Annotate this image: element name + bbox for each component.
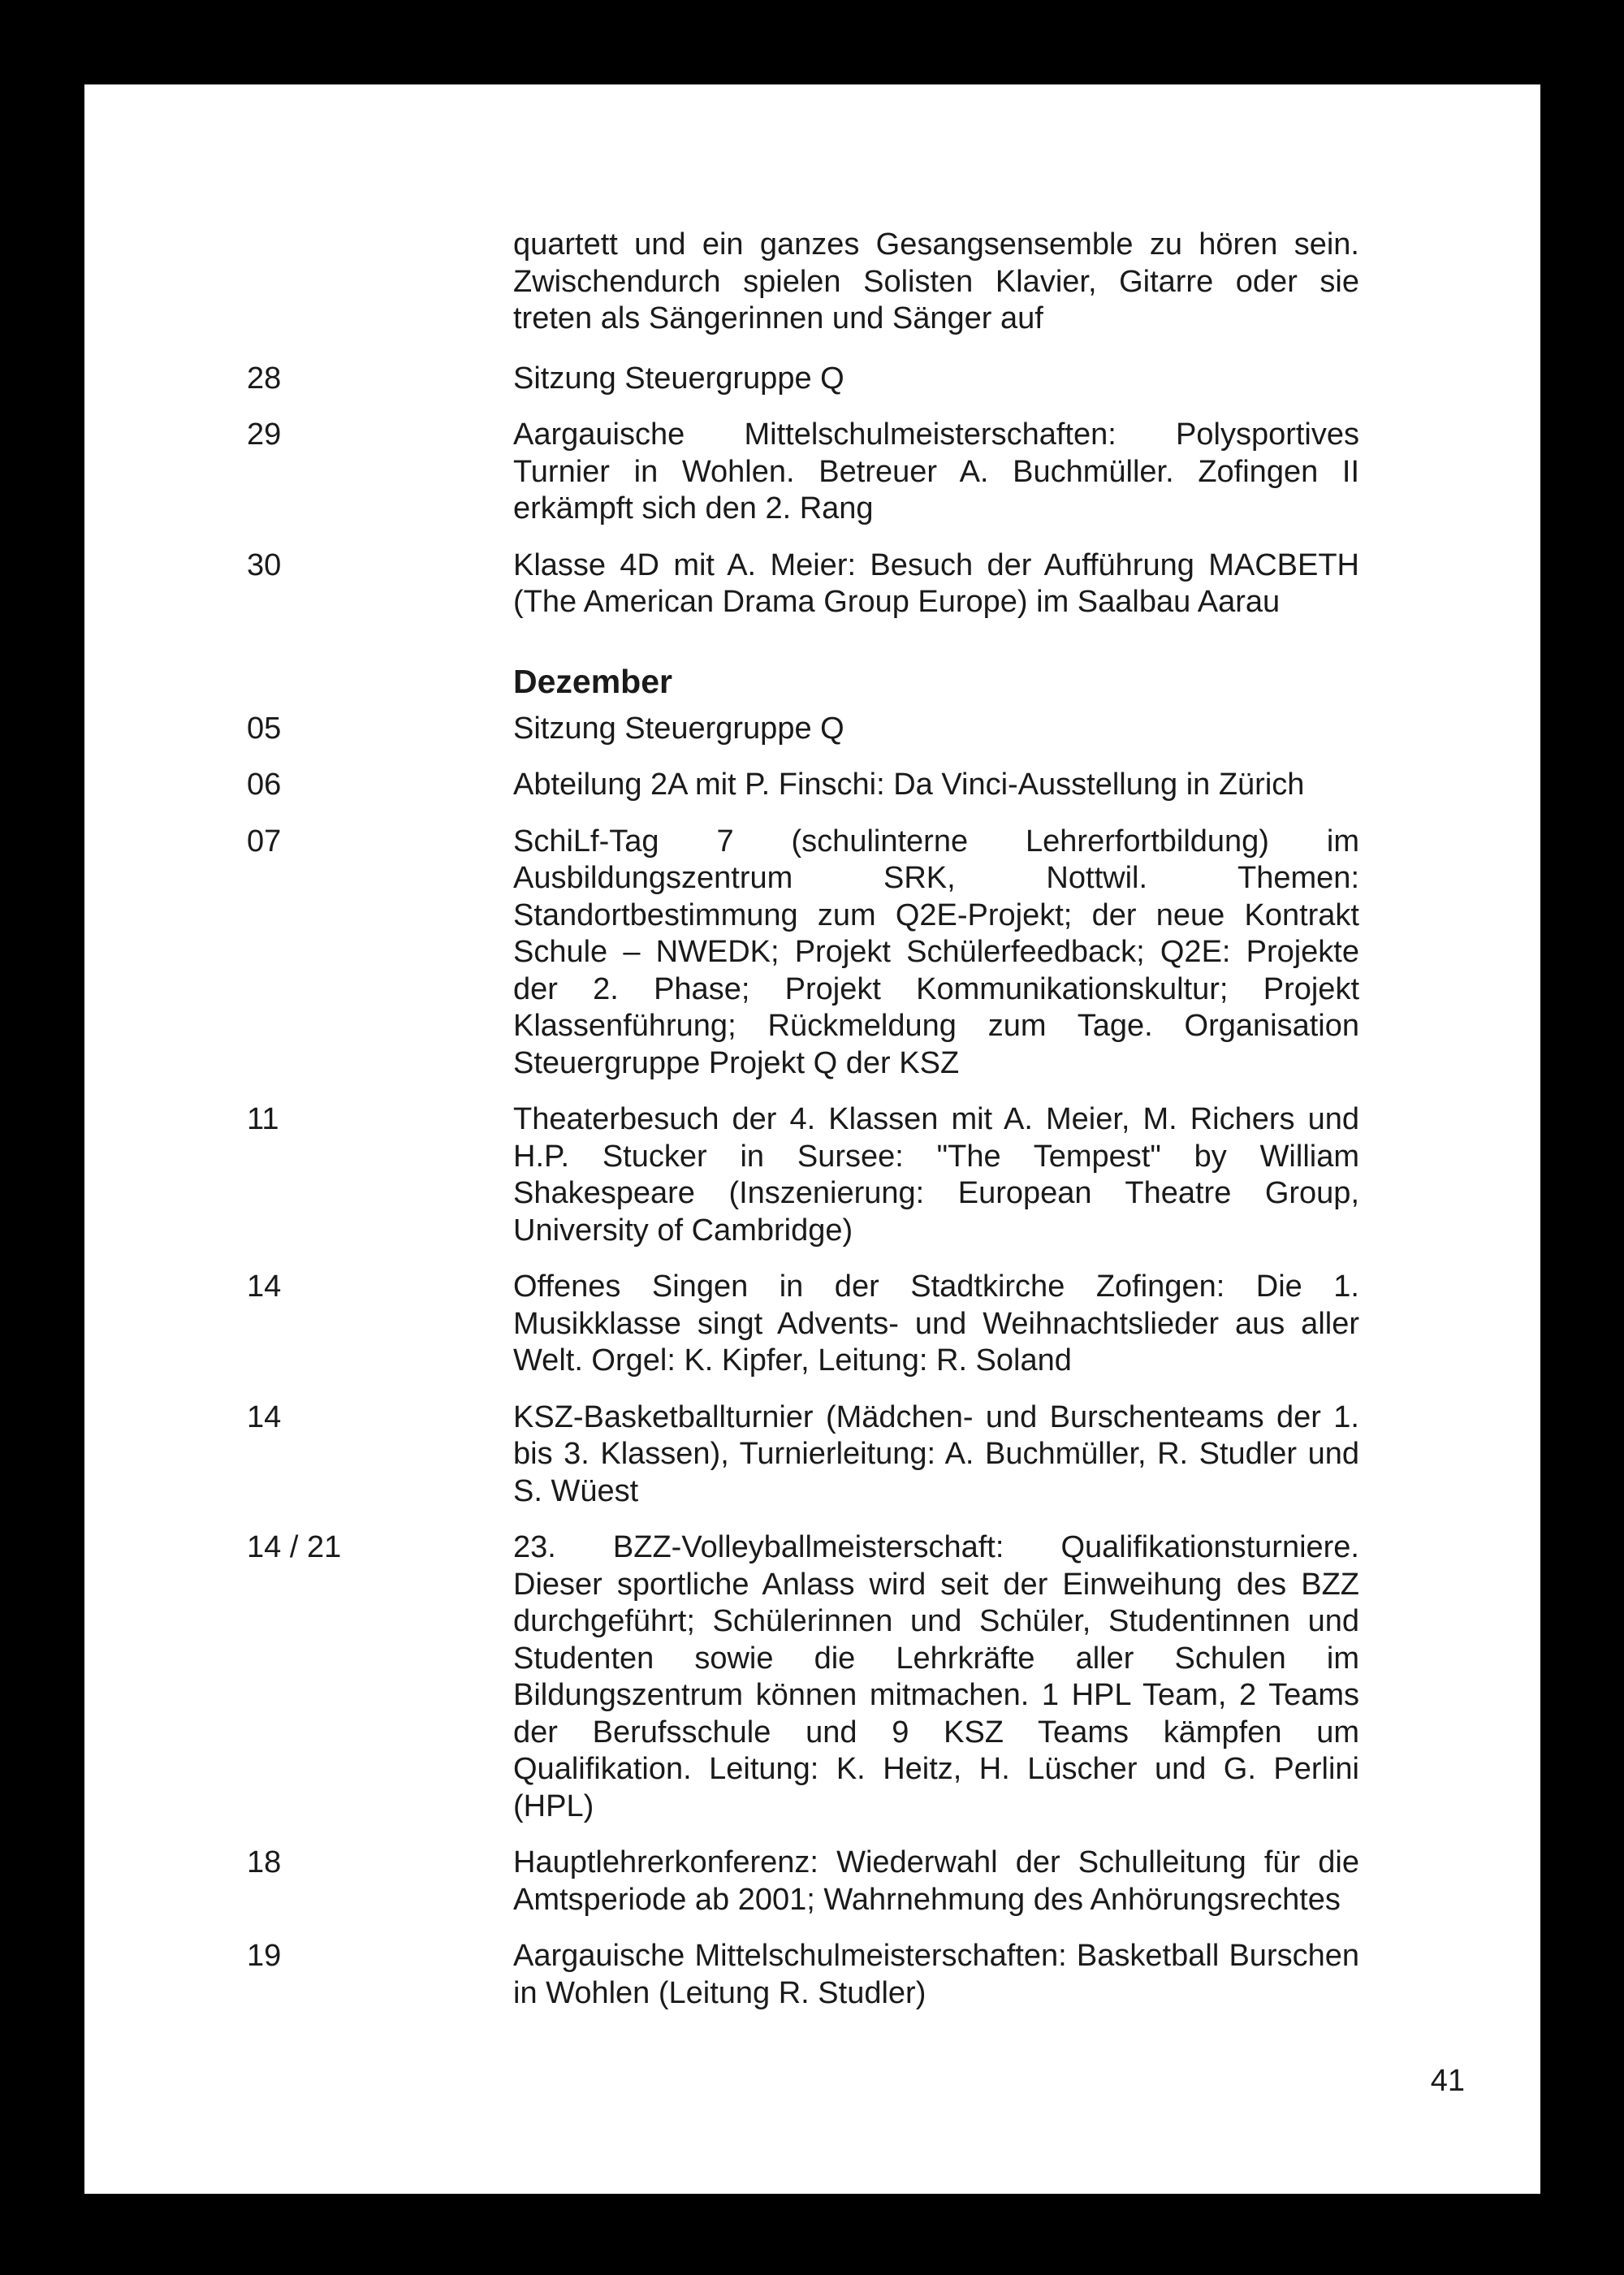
entry-text: Aargauische Mittelschulmeisterschaften: Polysportives Turnier in Wohlen. Betreuer A. Buchmüller. Zofingen II erkämpft sich den 2. Rang <box>513 417 1359 525</box>
entry-text: Sitzung Steuergruppe Q <box>513 361 844 396</box>
entry-date <box>247 227 513 338</box>
entry-row <box>247 1399 1466 1511</box>
entry-row <box>247 711 1466 748</box>
entry-date: 14 <box>247 1399 282 1434</box>
intro-row <box>247 227 1466 338</box>
entry-text: Hauptlehrerkonferenz: Wiederwahl der Schulleitung für die Amtsperiode ab 2001; Wahrnehmung des Anhörungsrechtes <box>513 1845 1359 1917</box>
entry-date: 14 / 21 <box>247 1530 342 1564</box>
entry-text: KSZ-Basketballturnier (Mädchen- und Burschenteams der 1. bis 3. Klassen), Turnierleitung: A. Buchmüller, R. Studler und S. Wüest <box>513 1399 1359 1508</box>
entry-date: 18 <box>247 1845 282 1879</box>
entry-date: 19 <box>247 1939 282 1973</box>
entry-text: Offenes Singen in der Stadtkirche Zofingen: Die 1. Musikklasse singt Advents- und Weihnachtslieder aus aller Welt. Orgel: K. Kipfer, Leitung: R. Soland <box>513 1269 1359 1378</box>
intro-text: quartett und ein ganzes Gesangsensemble zu hören sein. Zwischendurch spielen Solisten Klavier, Gitarre oder sie treten als Sängerinnen und Sänger auf <box>513 227 1359 335</box>
entry-row <box>247 1529 1466 1825</box>
entry-text: Aargauische Mittelschulmeisterschaften: Basketball Burschen in Wohlen (Leitung R. Studler) <box>513 1939 1359 2010</box>
entry-row <box>247 824 1466 1083</box>
chronicle-content <box>247 227 1466 2031</box>
page-number: 41 <box>1430 2064 1465 2098</box>
entry-row <box>247 361 1466 398</box>
entry-row <box>247 1101 1466 1249</box>
entry-text: Abteilung 2A mit P. Finschi: Da Vinci-Ausstellung in Zürich <box>513 768 1305 802</box>
entry-row <box>247 547 1466 621</box>
entry-row <box>247 417 1466 528</box>
entry-text: SchiLf-Tag 7 (schulinterne Lehrerfortbildung) im Ausbildungszentrum SRK, Nottwil. Themen: Standortbestimmung zum Q2E-Projekt; der neue Kontrakt Schule – NWEDK; Projekt Schülerfeedback; Q2E: Projekte der 2. Phase; Projekt Kommunikationskultur; Projekt Klassenführung; Rückmeldung zum Tage. Organisation Steuergruppe Projekt Q der KSZ <box>513 824 1359 1080</box>
entry-date: 06 <box>247 768 282 802</box>
entry-date: 30 <box>247 547 282 582</box>
month-heading-row <box>247 662 1466 701</box>
entry-row <box>247 1938 1466 2012</box>
month-heading: Dezember <box>513 662 672 700</box>
entry-date: 28 <box>247 361 282 396</box>
entry-text: Sitzung Steuergruppe Q <box>513 711 844 746</box>
entry-text: 23. BZZ-Volleyballmeisterschaft: Qualifikationsturniere. Dieser sportliche Anlass wird seit der Einweihung des BZZ durchgeführt; Schülerinnen und Schüler, Studentinnen und Studenten sowie die Lehrkräfte aller Schulen im Bildungszentrum können mitmachen. 1 HPL Team, 2 Teams der Berufsschule und 9 KSZ Teams kämpfen um Qualifikation. Leitung: K. Heitz, H. Lüscher und G. Perlini (HPL) <box>513 1530 1359 1823</box>
entry-row <box>247 767 1466 804</box>
entry-date: 05 <box>247 711 282 746</box>
entry-date: 29 <box>247 417 282 452</box>
entry-text: Theaterbesuch der 4. Klassen mit A. Meier, M. Richers und H.P. Stucker in Sursee: "The Tempest" by William Shakespeare (Inszenierung: European Theatre Group, University of Cambridge) <box>513 1102 1359 1248</box>
entry-date: 11 <box>247 1102 279 1136</box>
entry-date: 14 <box>247 1269 282 1304</box>
entry-row <box>247 1269 1466 1380</box>
entry-date: 07 <box>247 824 282 859</box>
entry-row <box>247 1845 1466 1918</box>
entry-text: Klasse 4D mit A. Meier: Besuch der Aufführung MACBETH (The American Drama Group Europe) im Saalbau Aarau <box>513 547 1359 619</box>
page <box>84 84 1540 2194</box>
